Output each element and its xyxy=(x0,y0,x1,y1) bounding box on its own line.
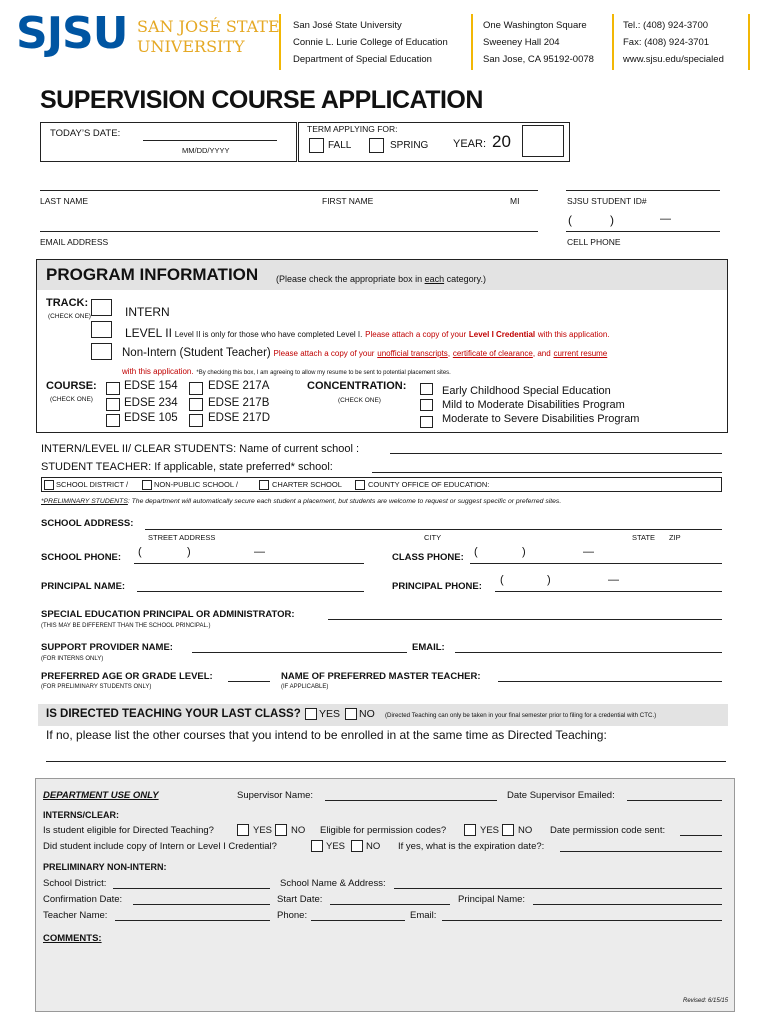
header-line: www.sjsu.edu/specialed xyxy=(623,54,724,65)
concentration-check-one: (CHECK ONE) xyxy=(338,397,381,404)
page-title: SUPERVISION COURSE APPLICATION xyxy=(40,86,483,114)
school-phone-dash: — xyxy=(254,546,265,558)
course-edse217a: EDSE 217A xyxy=(208,380,270,392)
school-phone-label: SCHOOL PHONE: xyxy=(41,552,122,563)
if-applicable-note: (IF APPLICABLE) xyxy=(281,684,329,690)
course-checkbox-edse217a[interactable] xyxy=(189,382,203,395)
header-divider xyxy=(279,14,281,70)
student-id-label: SJSU STUDENT ID# xyxy=(567,196,647,206)
consent-row xyxy=(122,366,451,377)
age-grade-label: PREFERRED AGE OR GRADE LEVEL: xyxy=(41,671,213,682)
program-heading: PROGRAM INFORMATION xyxy=(46,265,259,284)
spring-label: SPRING xyxy=(390,140,429,151)
dept-school-addr-label: School Name & Address: xyxy=(280,878,386,889)
district-label: SCHOOL DISTRICT / xyxy=(56,480,129,489)
supervisor-label: Supervisor Name: xyxy=(237,790,314,801)
nonintern-attach: Please attach a copy of your xyxy=(273,349,375,358)
header-col-3 xyxy=(623,17,724,68)
nonpublic-checkbox[interactable] xyxy=(142,480,152,490)
logo-line-1: SAN JOSÉ STATE xyxy=(137,17,280,36)
dept-phone-label: Phone: xyxy=(277,910,308,921)
term-label: TERM APPLYING FOR: xyxy=(307,124,398,134)
course-edse217b: EDSE 217B xyxy=(208,397,270,409)
cell-paren-open: ( xyxy=(568,213,572,227)
eligible-question: Is student eligible for Directed Teaching? xyxy=(43,825,214,836)
principal-name-label: PRINCIPAL NAME: xyxy=(41,581,126,592)
dept-confirm-label: Confirmation Date: xyxy=(43,894,123,905)
email-field-line[interactable] xyxy=(40,231,538,232)
expiration-field[interactable] xyxy=(560,851,722,852)
eligible-yes-label: YES xyxy=(253,825,273,836)
transcripts-link: unofficial transcripts xyxy=(377,349,448,358)
class-phone-label: CLASS PHONE: xyxy=(392,552,464,563)
other-courses-field[interactable] xyxy=(46,761,726,762)
nonintern-comma: , xyxy=(447,349,451,358)
mi-label: MI xyxy=(510,196,520,206)
spring-checkbox[interactable] xyxy=(369,138,384,153)
school-phone-paren-open: ( xyxy=(138,546,142,558)
header-line: Connie L. Lurie College of Education xyxy=(293,37,448,48)
dept-start-label: Start Date: xyxy=(277,894,323,905)
dept-school-addr-field[interactable] xyxy=(394,888,722,889)
level2-note: Level II is only for those who have completed Level I. xyxy=(174,330,363,339)
prelim-nonintern-heading: PRELIMINARY NON-INTERN: xyxy=(43,862,167,872)
school-address-field[interactable] xyxy=(145,529,722,530)
zip-hint: ZIP xyxy=(669,533,681,542)
date-hint: MM/DD/YYYY xyxy=(182,146,230,155)
header-col-1 xyxy=(293,17,448,68)
header-col-2 xyxy=(483,17,594,68)
cell-paren-close: ) xyxy=(610,213,614,227)
county-label: COUNTY OFFICE OF EDUCATION: xyxy=(368,480,490,489)
header-divider xyxy=(748,14,750,70)
class-phone-paren-open: ( xyxy=(474,546,478,558)
header-line: Tel.: (408) 924-3700 xyxy=(623,20,709,31)
nonintern-and: , and xyxy=(532,349,551,358)
directed-yes-checkbox[interactable] xyxy=(305,708,317,720)
support-email-field[interactable] xyxy=(455,652,722,653)
state-hint: STATE xyxy=(632,533,656,542)
directed-no-checkbox[interactable] xyxy=(345,708,357,720)
dept-start-field[interactable] xyxy=(330,904,450,905)
perm-no-label: NO xyxy=(518,825,533,836)
principal-phone-paren-open: ( xyxy=(500,574,504,586)
name-field-line[interactable] xyxy=(40,190,538,191)
support-provider-label: SUPPORT PROVIDER NAME: xyxy=(41,642,173,653)
perm-codes-question: Eligible for permission codes? xyxy=(320,825,447,836)
track-check-one: (CHECK ONE) xyxy=(48,313,91,320)
concentration-checkbox-ecse[interactable] xyxy=(420,383,433,395)
dept-district-label: School District: xyxy=(43,878,107,889)
dept-email-field[interactable] xyxy=(442,920,722,921)
intern-school-field[interactable] xyxy=(390,453,722,454)
eligible-yes-checkbox[interactable] xyxy=(237,824,249,836)
course-checkbox-edse234[interactable] xyxy=(106,398,120,411)
course-checkbox-edse217d[interactable] xyxy=(189,414,203,427)
expiration-label: If yes, what is the expiration date?: xyxy=(398,841,545,852)
cred-copy-question: Did student include copy of Intern or Level I Credential? xyxy=(43,841,277,852)
nonintern-checkbox[interactable] xyxy=(91,343,112,360)
dept-principal-field[interactable] xyxy=(533,904,722,905)
st-school-field[interactable] xyxy=(372,472,722,473)
prelim-note-label: *PRELIMINARY STUDENTS xyxy=(41,498,128,505)
cred-no-checkbox[interactable] xyxy=(351,840,363,852)
level2-credential: Level I Credential xyxy=(468,330,536,339)
perm-yes-checkbox[interactable] xyxy=(464,824,476,836)
date-emailed-field[interactable] xyxy=(627,800,722,801)
cell-label: CELL PHONE xyxy=(567,237,621,247)
supervisor-field[interactable] xyxy=(325,800,497,801)
street-address-hint: STREET ADDRESS xyxy=(148,533,216,542)
consent-note: *By checking this box, I am agreeing to allow my resume to be sent to potential placement sites. xyxy=(196,370,451,376)
program-instruction xyxy=(276,274,486,284)
year-prefix: 20 xyxy=(492,132,511,151)
dept-principal-label: Principal Name: xyxy=(458,894,526,905)
master-teacher-field[interactable] xyxy=(498,681,722,682)
principal-phone-paren-close: ) xyxy=(547,574,551,586)
charter-checkbox[interactable] xyxy=(259,480,269,490)
student-id-field-line[interactable] xyxy=(566,190,720,191)
age-grade-field[interactable] xyxy=(228,681,270,682)
directed-if-no: If no, please list the other courses that you intend to be enrolled in at the same time as Directed Teaching: xyxy=(46,728,607,742)
clearance-link: certificate of clearance xyxy=(452,349,533,358)
class-phone-dash: — xyxy=(583,546,594,558)
course-edse154: EDSE 154 xyxy=(124,380,178,392)
cell-field-line[interactable] xyxy=(566,231,720,232)
sped-principal-note: (THIS MAY BE DIFFERENT THAN THE SCHOOL PRINCIPAL.) xyxy=(41,623,211,629)
dept-heading: DEPARTMENT USE ONLY xyxy=(43,790,159,801)
dept-teacher-label: Teacher Name: xyxy=(43,910,108,921)
master-teacher-label: NAME OF PREFERRED MASTER TEACHER: xyxy=(281,671,481,682)
header-line: Department of Special Education xyxy=(293,54,432,65)
email-label: EMAIL ADDRESS xyxy=(40,237,109,247)
support-provider-field[interactable] xyxy=(192,652,407,653)
year-label: YEAR: xyxy=(453,138,487,150)
date-perm-field[interactable] xyxy=(680,835,722,836)
header-divider xyxy=(471,14,473,70)
directed-yes-label: YES xyxy=(319,708,341,720)
nonintern-label: Non-Intern (Student Teacher) xyxy=(122,347,271,359)
concentration-moderate: Moderate to Severe Disabilities Program xyxy=(442,413,640,425)
prelim-note xyxy=(41,498,561,505)
dept-phone-field[interactable] xyxy=(311,920,405,921)
comments-field[interactable] xyxy=(43,946,723,996)
principal-phone-label: PRINCIPAL PHONE: xyxy=(392,581,482,592)
principal-phone-dash: — xyxy=(608,574,619,586)
prelim-only-note: (FOR PRELIMINARY STUDENTS ONLY) xyxy=(41,684,152,690)
instruction-text: (Please check the appropriate box in xyxy=(276,274,425,284)
school-address-label: SCHOOL ADDRESS: xyxy=(41,518,134,529)
eligible-no-label: NO xyxy=(291,825,306,836)
course-edse234: EDSE 234 xyxy=(124,397,178,409)
logo-sjsu-mark: SJSU xyxy=(16,8,128,59)
course-checkbox-edse105[interactable] xyxy=(106,414,120,427)
last-name-label: LAST NAME xyxy=(40,196,89,206)
school-phone-paren-close: ) xyxy=(187,546,191,558)
support-email-label: EMAIL: xyxy=(412,642,445,653)
sped-principal-label: SPECIAL EDUCATION PRINCIPAL OR ADMINISTRATOR: xyxy=(41,609,295,620)
level2-attach: Please attach a copy of your xyxy=(365,330,467,339)
perm-no-checkbox[interactable] xyxy=(502,824,514,836)
dept-teacher-field[interactable] xyxy=(115,920,270,921)
cred-no-label: NO xyxy=(366,841,381,852)
prelim-note-text: : The department will automatically secure each student a placement, but students are welcome to request or suggest specific or preferred sites. xyxy=(127,498,562,505)
concentration-mild: Mild to Moderate Disabilities Program xyxy=(442,399,625,411)
comments-label: COMMENTS: xyxy=(43,933,102,944)
revised-date: Revised: 6/15/15 xyxy=(683,998,729,1004)
header-line: Sweeney Hall 204 xyxy=(483,37,560,48)
header-line: San Jose, CA 95192-0078 xyxy=(483,54,594,65)
directed-question: IS DIRECTED TEACHING YOUR LAST CLASS? xyxy=(46,708,301,720)
directed-no-label: NO xyxy=(359,708,375,720)
level2-checkbox[interactable] xyxy=(91,321,112,338)
first-name-label: FIRST NAME xyxy=(322,196,374,206)
logo-line-2: UNIVERSITY xyxy=(137,37,245,56)
county-checkbox[interactable] xyxy=(355,480,365,490)
level2-row xyxy=(125,326,610,340)
nonpublic-label: NON-PUBLIC SCHOOL / xyxy=(154,480,238,489)
city-hint: CITY xyxy=(424,533,442,542)
course-label: COURSE: xyxy=(46,380,97,392)
course-edse217d: EDSE 217D xyxy=(208,412,271,424)
intern-checkbox[interactable] xyxy=(91,299,112,316)
course-check-one: (CHECK ONE) xyxy=(50,396,93,403)
perm-yes-label: YES xyxy=(480,825,500,836)
header-line: Fax: (408) 924-3701 xyxy=(623,37,710,48)
instruction-emphasis: each xyxy=(424,274,445,284)
course-checkbox-edse154[interactable] xyxy=(106,382,120,395)
intern-school-label: INTERN/LEVEL II/ CLEAR STUDENTS: Name of current school : xyxy=(41,443,360,455)
interns-clear-heading: INTERNS/CLEAR: xyxy=(43,810,119,820)
charter-label: CHARTER SCHOOL xyxy=(272,480,342,489)
date-perm-label: Date permission code sent: xyxy=(550,825,666,836)
fall-checkbox[interactable] xyxy=(309,138,324,153)
st-school-label: STUDENT TEACHER: If applicable, state preferred* school: xyxy=(41,461,333,473)
course-checkbox-edse217b[interactable] xyxy=(189,398,203,411)
concentration-ecse: Early Childhood Special Education xyxy=(442,385,611,397)
level2-end: with this application. xyxy=(537,330,610,339)
concentration-label: CONCENTRATION: xyxy=(307,380,407,392)
today-date-label: TODAY’S DATE: xyxy=(50,128,121,139)
dept-email-label: Email: xyxy=(410,910,437,921)
with-app: with this application. xyxy=(122,367,194,376)
year-input[interactable] xyxy=(522,125,564,157)
cred-yes-label: YES xyxy=(326,841,346,852)
course-edse105: EDSE 105 xyxy=(124,412,178,424)
class-phone-field[interactable] xyxy=(470,563,722,564)
resume-link: current resume xyxy=(553,349,608,358)
header-line: San José State University xyxy=(293,20,402,31)
cell-dash: — xyxy=(660,213,671,225)
instruction-text: category.) xyxy=(444,274,486,284)
interns-only-note: (FOR INTERNS ONLY) xyxy=(41,656,104,662)
principal-name-field[interactable] xyxy=(137,591,364,592)
class-phone-paren-close: ) xyxy=(522,546,526,558)
principal-phone-field[interactable] xyxy=(495,591,722,592)
track-label: TRACK: xyxy=(46,297,89,309)
cred-yes-checkbox[interactable] xyxy=(311,840,323,852)
dept-district-field[interactable] xyxy=(113,888,270,889)
district-checkbox[interactable] xyxy=(44,480,54,490)
concentration-checkbox-moderate[interactable] xyxy=(420,416,433,428)
directed-note: (Directed Teaching can only be taken in your final semester prior to filing for a credential with CTC.) xyxy=(385,712,657,719)
fall-label: FALL xyxy=(328,140,352,151)
concentration-checkbox-mild[interactable] xyxy=(420,399,433,411)
eligible-no-checkbox[interactable] xyxy=(275,824,287,836)
nonintern-row xyxy=(122,347,607,359)
header-divider xyxy=(612,14,614,70)
sped-principal-field[interactable] xyxy=(328,619,722,620)
school-phone-field[interactable] xyxy=(134,563,364,564)
today-date-field[interactable] xyxy=(143,140,277,141)
dept-confirm-field[interactable] xyxy=(133,904,270,905)
header-line: One Washington Square xyxy=(483,20,587,31)
level2-label: LEVEL II xyxy=(125,326,172,340)
intern-label: INTERN xyxy=(125,305,170,319)
date-emailed-label: Date Supervisor Emailed: xyxy=(507,790,615,801)
